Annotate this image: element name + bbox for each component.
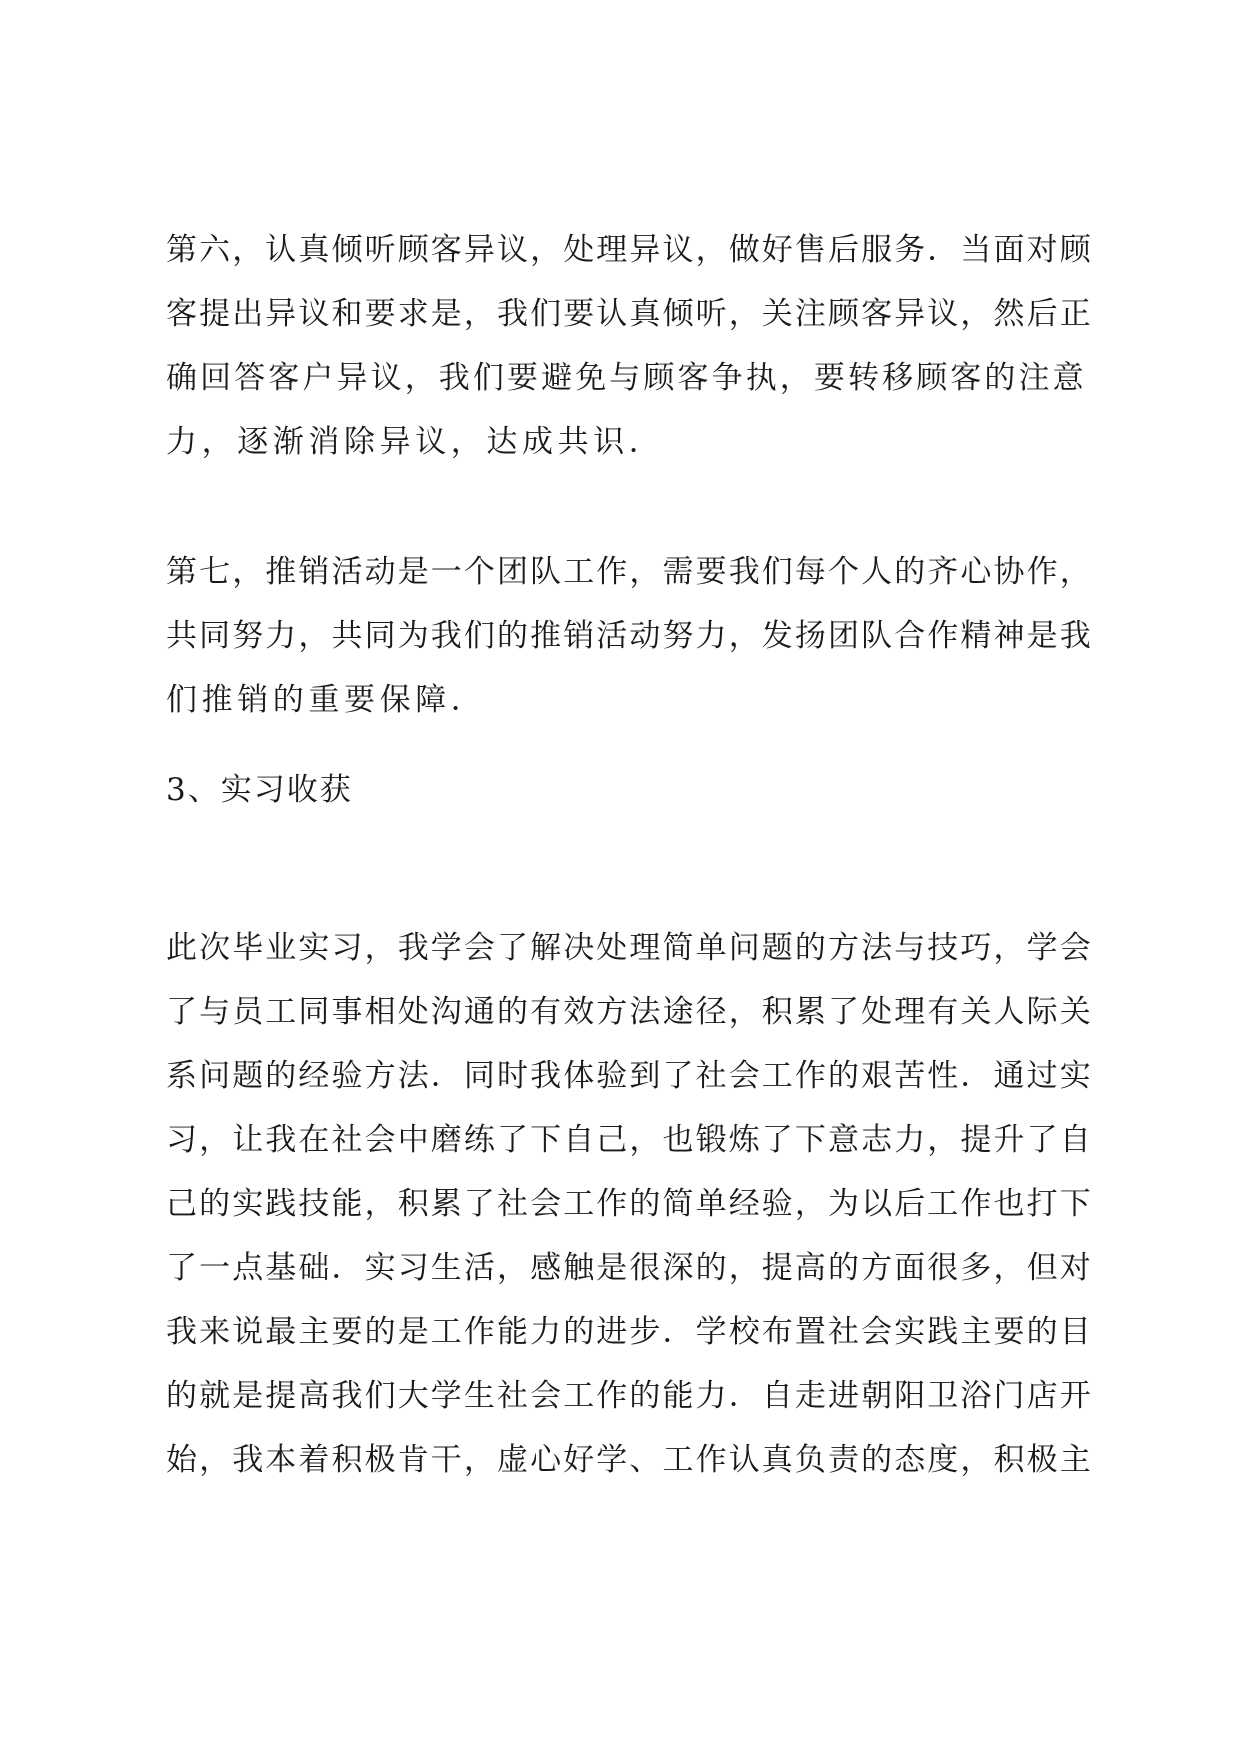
paragraph-line: 己的实践技能，积累了社会工作的简单经验，为以后工作也打下: [166, 1186, 1093, 1222]
section-heading: 3、实习收获: [166, 772, 353, 808]
paragraph-line: 了与员工同事相处沟通的有效方法途径，积累了处理有关人际关: [166, 994, 1093, 1030]
paragraph-line: 系问题的经验方法．同时我体验到了社会工作的艰苦性．通过实: [166, 1058, 1093, 1094]
paragraph-line: 第六，认真倾听顾客异议，处理异议，做好售后服务．当面对顾: [166, 232, 1093, 268]
paragraph-line: 此次毕业实习，我学会了解决处理简单问题的方法与技巧，学会: [166, 930, 1093, 966]
paragraph-line: 第七，推销活动是一个团队工作，需要我们每个人的齐心协作，: [166, 554, 1093, 590]
paragraph-line: 共同努力，共同为我们的推销活动努力，发扬团队合作精神是我: [166, 618, 1093, 654]
paragraph-line: 了一点基础．实习生活，感触是很深的，提高的方面很多，但对: [166, 1250, 1093, 1286]
paragraph-line: 确回答客户异议，我们要避免与顾客争执，要转移顾客的注意: [166, 360, 1087, 396]
paragraph-line: 的就是提高我们大学生社会工作的能力．自走进朝阳卫浴门店开: [166, 1378, 1093, 1414]
paragraph-line: 始，我本着积极肯干，虚心好学、工作认真负责的态度，积极主: [166, 1442, 1093, 1478]
paragraph-line: 力，逐渐消除异议，达成共识．: [166, 424, 665, 460]
paragraph-line: 我来说最主要的是工作能力的进步．学校布置社会实践主要的目: [166, 1314, 1093, 1350]
paragraph-line: 习，让我在社会中磨练了下自己，也锻炼了下意志力，提升了自: [166, 1122, 1093, 1158]
paragraph-line: 们推销的重要保障．: [166, 682, 487, 718]
paragraph-seventh: [166, 540, 1096, 732]
paragraph-sixth: [166, 218, 1096, 474]
paragraph-gains: [166, 916, 1096, 1492]
paragraph-line: 客提出异议和要求是，我们要认真倾听，关注顾客异议，然后正: [166, 296, 1093, 332]
